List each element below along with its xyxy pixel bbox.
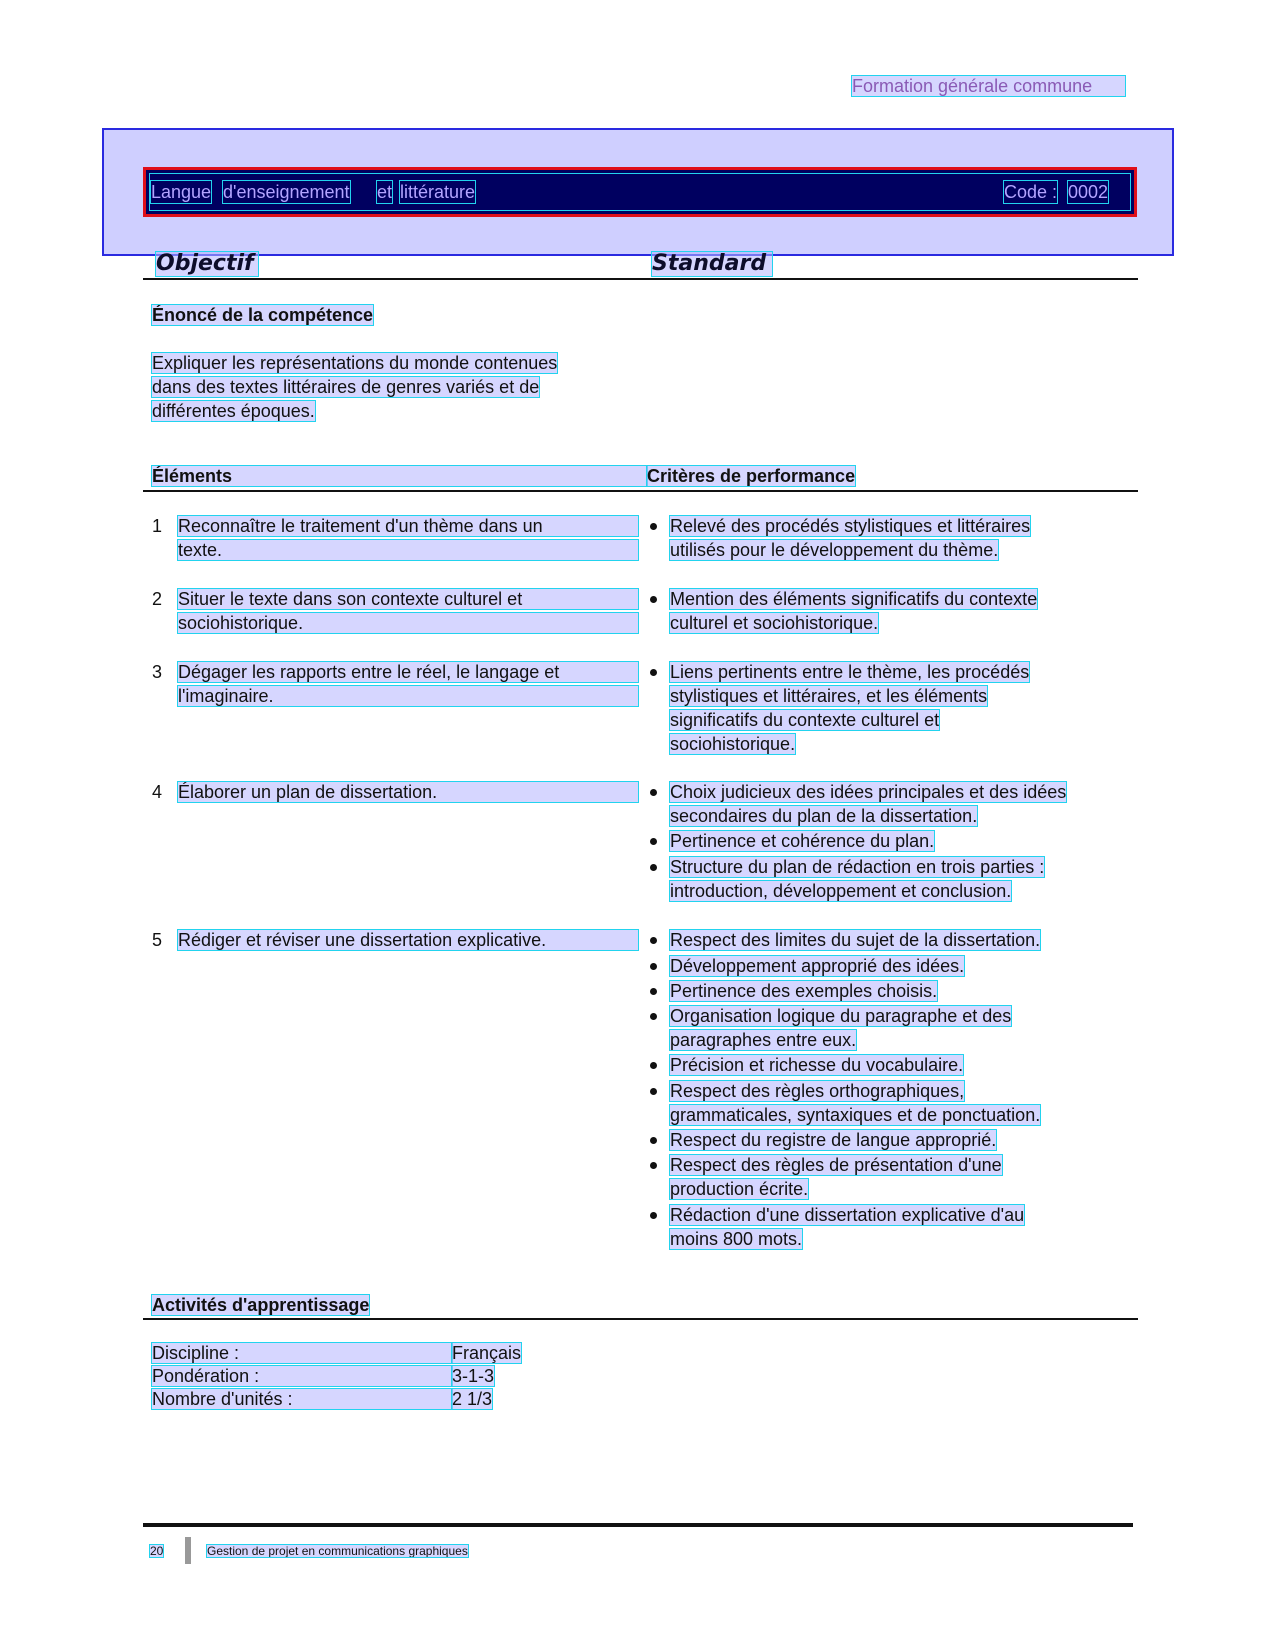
- activity-label: Nombre d'unités :: [152, 1389, 452, 1409]
- element-number: 1: [152, 516, 163, 536]
- title-word: d'enseignement: [223, 182, 350, 202]
- bullet-icon: [650, 1013, 657, 1020]
- element-number: 3: [152, 662, 163, 682]
- bullet-icon: [650, 1062, 657, 1069]
- bullet-icon: [650, 988, 657, 995]
- activities-heading: Activités d'apprentissage: [152, 1295, 370, 1315]
- code-value: 0002: [1068, 182, 1109, 202]
- page-number: 20: [150, 1544, 164, 1558]
- criterion-text: Choix judicieux des idées principales et des idées: [670, 782, 1067, 802]
- bullet-icon: [650, 838, 657, 845]
- footer-text: Gestion de projet en communications graphiques: [207, 1544, 468, 1558]
- bullet-icon: [650, 864, 657, 871]
- criterion-text: Structure du plan de rédaction en trois parties :: [670, 857, 1045, 877]
- criterion-text: Développement approprié des idées.: [670, 956, 965, 976]
- criterion-text: Précision et richesse du vocabulaire.: [670, 1055, 964, 1075]
- criterion-text: Pertinence et cohérence du plan.: [670, 831, 935, 851]
- element-text: texte.: [178, 540, 638, 560]
- competence-line: différentes époques.: [152, 401, 315, 421]
- element-text: Dégager les rapports entre le réel, le langage et: [178, 662, 638, 682]
- element-number: 4: [152, 782, 163, 802]
- element-text: Situer le texte dans son contexte culturel et: [178, 589, 638, 609]
- bullet-icon: [650, 1162, 657, 1169]
- criterion-text: Relevé des procédés stylistiques et littéraires: [670, 516, 1031, 536]
- element-text: Reconnaître le traitement d'un thème dans un: [178, 516, 638, 536]
- criterion-text: stylistiques et littéraires, et les éléments: [670, 686, 988, 706]
- divider: [143, 490, 1138, 492]
- competence-line: dans des textes littéraires de genres variés et de: [152, 377, 540, 397]
- criterion-text: significatifs du contexte culturel et: [670, 710, 940, 730]
- activity-label: Discipline :: [152, 1343, 452, 1363]
- bullet-icon: [650, 937, 657, 944]
- title-word: littérature: [400, 182, 476, 202]
- criterion-text: paragraphes entre eux.: [670, 1030, 857, 1050]
- divider: [143, 1318, 1138, 1320]
- bullet-icon: [650, 669, 657, 676]
- element-number: 2: [152, 589, 163, 609]
- criterion-text: Liens pertinents entre le thème, les procédés: [670, 662, 1030, 682]
- criterion-text: Respect des limites du sujet de la dissertation.: [670, 930, 1041, 950]
- competence-heading: Énoncé de la compétence: [152, 305, 374, 325]
- criteria-heading: Critères de performance: [647, 466, 856, 486]
- activity-label: Pondération :: [152, 1366, 452, 1386]
- criterion-text: utilisés pour le développement du thème.: [670, 540, 999, 560]
- bullet-icon: [650, 1088, 657, 1095]
- footer-divider: [143, 1523, 1133, 1527]
- criterion-text: Organisation logique du paragraphe et des: [670, 1006, 1012, 1026]
- activity-value: Français: [452, 1343, 522, 1363]
- element-text: Élaborer un plan de dissertation.: [178, 782, 638, 802]
- bullet-icon: [650, 523, 657, 530]
- criterion-text: culturel et sociohistorique.: [670, 613, 879, 633]
- criterion-text: moins 800 mots.: [670, 1229, 803, 1249]
- element-text: l'imaginaire.: [178, 686, 638, 706]
- title-word: Langue: [151, 182, 212, 202]
- criterion-text: Mention des éléments significatifs du contexte: [670, 589, 1038, 609]
- criterion-text: production écrite.: [670, 1179, 809, 1199]
- element-text: Rédiger et réviser une dissertation explicative.: [178, 930, 638, 950]
- bullet-icon: [650, 1212, 657, 1219]
- criterion-text: secondaires du plan de la dissertation.: [670, 806, 978, 826]
- standard-heading: Standard: [652, 252, 772, 276]
- criterion-text: Pertinence des exemples choisis.: [670, 981, 938, 1001]
- criterion-text: Rédaction d'une dissertation explicative d'au: [670, 1205, 1025, 1225]
- divider: [143, 278, 1138, 280]
- criterion-text: Respect du registre de langue approprié.: [670, 1130, 997, 1150]
- activity-value: 3-1-3: [452, 1366, 495, 1386]
- bullet-icon: [650, 1137, 657, 1144]
- code-label: Code :: [1004, 182, 1058, 202]
- competence-line: Expliquer les représentations du monde contenues: [152, 353, 558, 373]
- activity-value: 2 1/3: [452, 1389, 493, 1409]
- bullet-icon: [650, 789, 657, 796]
- title-word: et: [377, 182, 393, 202]
- objective-heading: Objectif: [156, 252, 258, 276]
- criterion-text: Respect des règles orthographiques,: [670, 1081, 965, 1101]
- criterion-text: sociohistorique.: [670, 734, 796, 754]
- criterion-text: grammaticales, syntaxiques et de ponctuation.: [670, 1105, 1041, 1125]
- elements-heading: Éléments: [152, 466, 647, 486]
- element-number: 5: [152, 930, 163, 950]
- criterion-text: Respect des règles de présentation d'une: [670, 1155, 1002, 1175]
- bullet-icon: [650, 963, 657, 970]
- bullet-icon: [650, 596, 657, 603]
- footer-separator: [185, 1537, 191, 1564]
- element-text: sociohistorique.: [178, 613, 638, 633]
- running-header: Formation générale commune: [852, 76, 1125, 96]
- criterion-text: introduction, développement et conclusion.: [670, 881, 1012, 901]
